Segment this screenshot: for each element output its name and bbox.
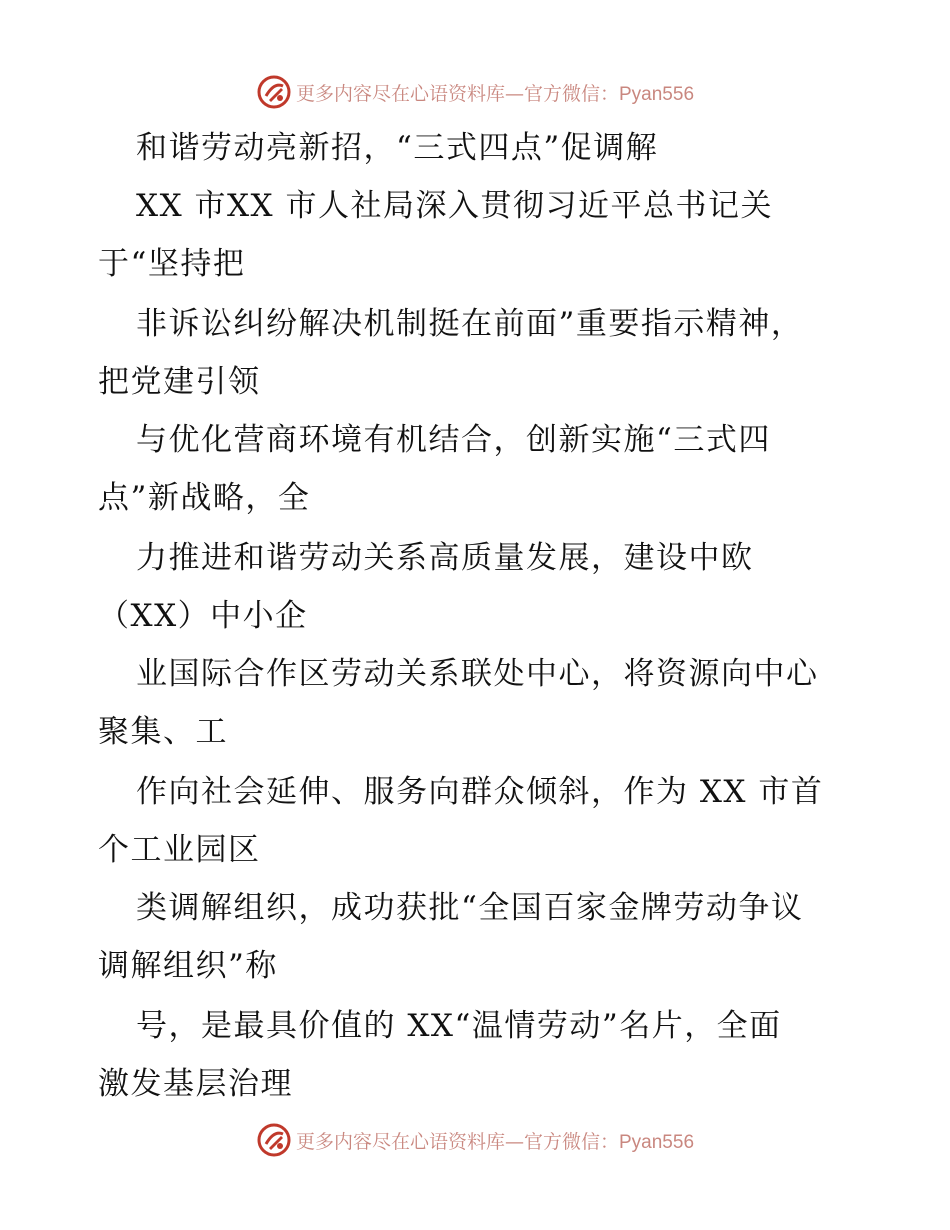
document-line: 把党建引领 xyxy=(98,364,261,400)
red-circle-pen-logo-icon xyxy=(256,1122,292,1158)
document-line: 类调解组织，成功获批“全国百家金牌劳动争议 xyxy=(136,890,804,926)
document-line: 力推进和谐劳动关系高质量发展，建设中欧 xyxy=(136,540,754,576)
watermark-wechat-id: Pyan556 xyxy=(619,1131,695,1153)
watermark-text: 更多内容尽在心语资料库—官方微信：Pyan556 xyxy=(295,82,695,105)
watermark-header xyxy=(0,72,950,112)
document-line: （XX）中小企 xyxy=(98,598,308,634)
watermark-footer xyxy=(0,1120,950,1160)
document-line: 调解组织”称 xyxy=(98,948,278,984)
document-line: 聚集、工 xyxy=(98,714,228,750)
watermark-wechat-id: Pyan556 xyxy=(619,83,695,105)
document-line: XX 市XX 市人社局深入贯彻习近平总书记关 xyxy=(136,188,773,224)
document-line: 激发基层治理 xyxy=(98,1066,293,1102)
watermark-text: 更多内容尽在心语资料库—官方微信：Pyan556 xyxy=(295,1130,695,1153)
document-line: 号，是最具价值的 XX“温情劳动”名片，全面 xyxy=(136,1008,782,1044)
document-line: 点”新战略，全 xyxy=(98,480,311,516)
document-title: 和谐劳动亮新招，“三式四点”促调解 xyxy=(136,130,659,166)
document-line: 于“坚持把 xyxy=(98,246,246,282)
document-line: 个工业园区 xyxy=(98,832,261,868)
document-line: 与优化营商环境有机结合，创新实施“三式四 xyxy=(136,422,771,458)
red-circle-pen-logo-icon xyxy=(256,74,292,110)
document-line: 非诉讼纠纷解决机制挺在前面”重要指示精神， xyxy=(136,306,804,342)
document-line: 作向社会延伸、服务向群众倾斜，作为 XX 市首 xyxy=(136,774,824,810)
document-line: 业国际合作区劳动关系联处中心，将资源向中心 xyxy=(136,656,819,692)
